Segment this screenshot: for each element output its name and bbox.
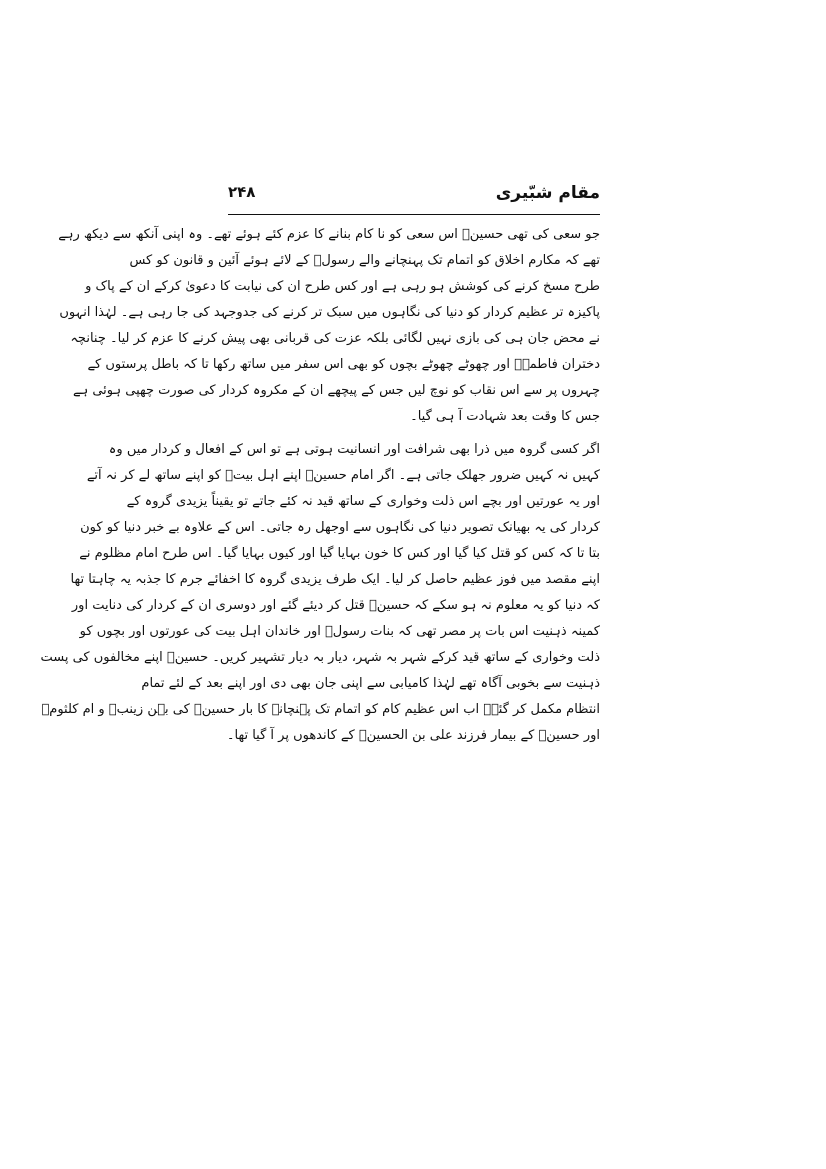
text-line: دختران فاطمہؑ اور چھوٹے چھوٹے بچوں کو بھی اس سفر میں ساتھ رکھا تا کہ باطل پرستوں کے bbox=[87, 357, 600, 372]
paragraph-2 bbox=[40, 437, 600, 749]
paragraph-1 bbox=[58, 222, 600, 430]
header-divider bbox=[228, 214, 600, 215]
text-line: بتا تا کہ کس کو قتل کیا گیا اور کس کا خون بہایا گیا اور کیوں بہایا گیا۔ اس طرح امام مظلوم نے bbox=[79, 546, 600, 561]
page-number: ۲۴۸ bbox=[228, 183, 256, 201]
text-line: نے محض جان ہی کی بازی نہیں لگائی بلکہ عزت کی قربانی بھی پیش کرنے کا عزم کر لیا۔ چنانچہ bbox=[70, 331, 600, 346]
text-line: جس کا وقت بعد شہادت آ ہی گیا۔ bbox=[410, 409, 600, 424]
body-text bbox=[40, 222, 600, 749]
text-line: طرح مسخ کرنے کی کوشش ہو رہی ہے اور کس طرح ان کی نیابت کا دعویٰ کرکے ان کے پاک و bbox=[85, 279, 600, 294]
text-line: اور حسینؑ کے بیمار فرزند علی بن الحسینؑ کے کاندھوں پر آ گیا تھا۔ bbox=[226, 728, 600, 743]
text-line: جو سعی کی تھی حسینؑ اس سعی کو نا کام بنانے کا عزم کئے ہوئے تھے۔ وہ اپنی آنکھ سے دیکھ رہے bbox=[58, 227, 600, 242]
text-line: چہروں پر سے اس نقاب کو نوچ لیں جس کے پیچھے ان کے مکروہ کردار کی صورت چھپی ہوئی ہے bbox=[72, 383, 600, 398]
text-line: کہ دنیا کو یہ معلوم نہ ہو سکے کہ حسینؑ قتل کر دیئے گئے اور دوسری ان کے کردار کی دنایت اور bbox=[71, 598, 600, 613]
text-line: کردار کی یہ بھیانک تصویر دنیا کی نگاہوں سے اوجھل رہ جاتی۔ اس کے علاوہ بے خبر دنیا کو کون bbox=[80, 520, 600, 535]
text-line: ذلت وخواری کے ساتھ قید کرکے شہر بہ شہر، دیار بہ دیار تشہیر کریں۔ حسینؑ اپنے مخالفوں کی پست bbox=[40, 650, 600, 665]
text-line: ذہنیت سے بخوبی آگاہ تھے لہٰذا کامیابی سے اپنی جان بھی دی اور اپنے بعد کے لئے تمام bbox=[141, 676, 600, 691]
text-line: اور یہ عورتیں اور بچے اس ذلت وخواری کے ساتھ قید نہ کئے جاتے تو یقیناً یزیدی گروہ کے bbox=[126, 494, 600, 509]
text-line: انتظام مکمل کر گئے۔ اب اس عظیم کام کو اتمام تک پہنچانے کا بار حسینؑ کی بہن زینبؑ و ام کلثومؑ bbox=[41, 702, 600, 717]
text-line: تھے کہ مکارم اخلاق کو اتمام تک پہنچانے والے رسولؐ کے لائے ہوئے آئین و قانون کو کس bbox=[129, 253, 600, 268]
text-line: اپنے مقصد میں فوز عظیم حاصل کر لیا۔ ایک طرف یزیدی گروہ کا اخفائے جرم کا جذبہ یہ چاہتا تھا bbox=[70, 572, 600, 587]
text-line: اگر کسی گروہ میں ذرا بھی شرافت اور انسانیت ہوتی ہے تو اس کے افعال و کردار میں وہ bbox=[108, 442, 600, 457]
text-line: کمینہ ذہنیت اس بات پر مصر تھی کہ بنات رسولؐ اور خاندان اہل بیت کی عورتوں اور بچوں کو bbox=[79, 624, 600, 639]
text-line: کہیں نہ کہیں ضرور جھلک جاتی ہے۔ اگر امام حسینؑ اپنے اہل بیتؑ کو اپنے ساتھ لے کر نہ آتے bbox=[86, 468, 600, 483]
running-title: مقام شبّیری bbox=[495, 183, 600, 203]
page-header bbox=[228, 177, 600, 213]
paragraph-spacer bbox=[228, 430, 600, 437]
text-line: پاکیزہ تر عظیم کردار کو دنیا کی نگاہوں میں سبک تر کرنے کی جدوجہد کی جا رہی ہے۔ لہٰذا انہوں bbox=[59, 305, 600, 320]
